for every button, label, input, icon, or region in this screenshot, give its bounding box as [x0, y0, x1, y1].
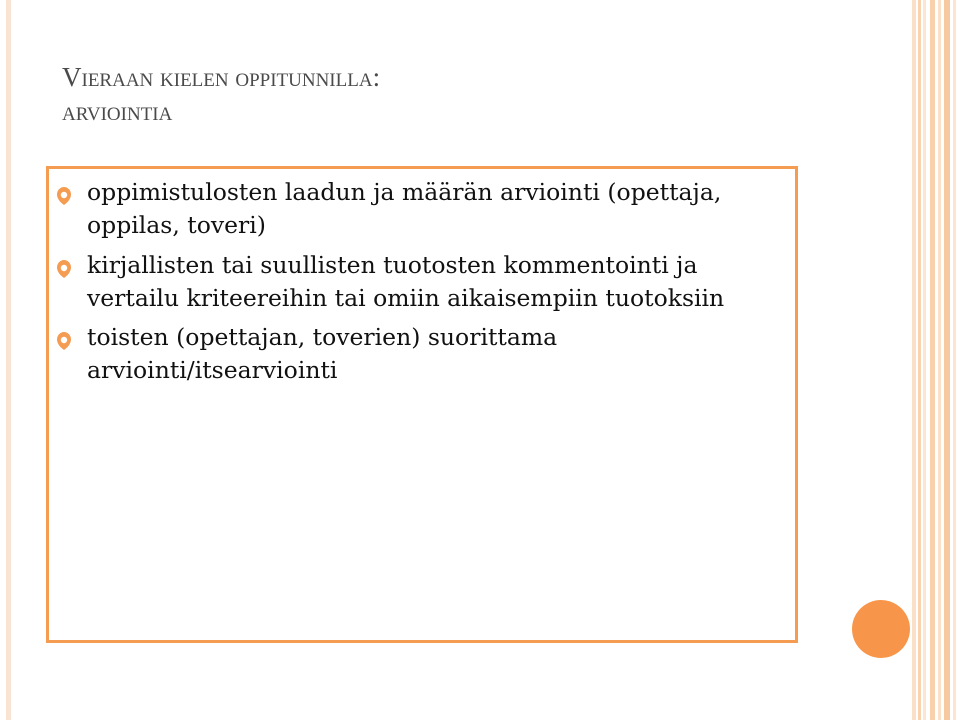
bullet-text: toisten (opettajan, toverien) suorittama arviointi/itsearviointi — [87, 323, 558, 384]
bullet-item-1 — [56, 176, 792, 242]
bullet-item-3 — [56, 321, 792, 387]
ring-bullet-icon — [56, 255, 72, 275]
decorative-circle — [852, 600, 910, 658]
bullet-text: oppimistulosten laadun ja määrän arviointi (opettaja, oppilas, toveri) — [87, 178, 722, 239]
title-line-1: Vieraan kielen oppitunnilla: — [62, 62, 381, 92]
ring-bullet-icon — [56, 182, 72, 202]
bullet-list — [56, 176, 792, 394]
bullet-item-2 — [56, 249, 792, 315]
ring-bullet-icon — [56, 327, 72, 347]
title-line-2: arviointia — [62, 96, 173, 126]
bullet-text: kirjallisten tai suullisten tuotosten kommentointi ja vertailu kriteereihin tai omiin aikaisempiin tuotoksiin — [87, 251, 725, 312]
slide-title — [62, 64, 380, 125]
decorative-stripes — [912, 0, 959, 720]
left-border-line — [6, 0, 11, 720]
